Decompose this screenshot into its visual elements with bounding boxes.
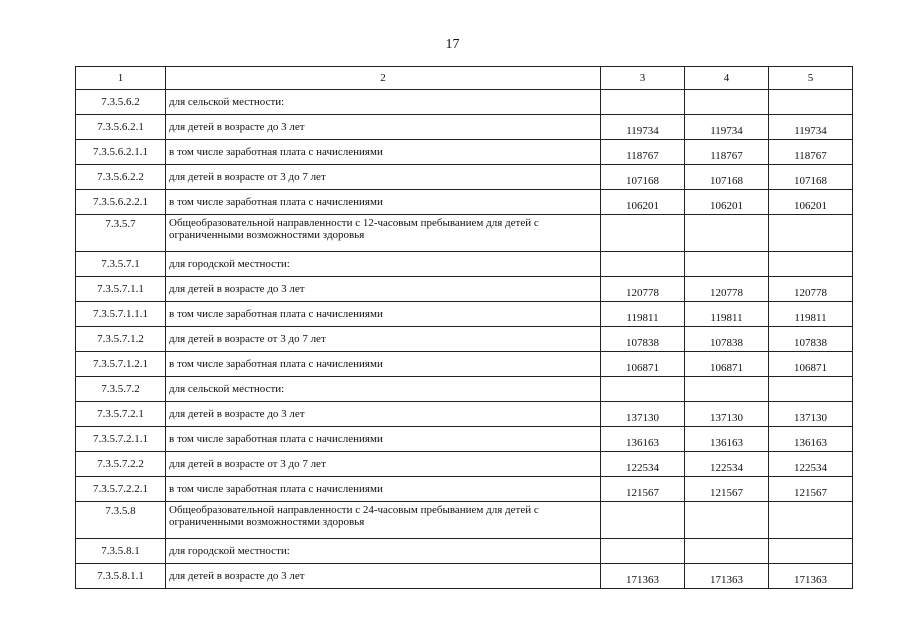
row-value-col4: 122534 bbox=[685, 452, 769, 477]
row-code: 7.3.5.6.2.1 bbox=[76, 115, 166, 140]
row-description: для детей в возрасте до 3 лет bbox=[166, 115, 601, 140]
row-description: в том числе заработная плата с начислениями bbox=[166, 427, 601, 452]
row-description: в том числе заработная плата с начислениями bbox=[166, 352, 601, 377]
row-value-col3 bbox=[601, 90, 685, 115]
row-code: 7.3.5.7.1 bbox=[76, 252, 166, 277]
table-row bbox=[76, 477, 853, 502]
row-value-col4: 171363 bbox=[685, 564, 769, 589]
row-value-col4: 118767 bbox=[685, 140, 769, 165]
row-value-col5 bbox=[769, 539, 853, 564]
row-code: 7.3.5.7.2.1 bbox=[76, 402, 166, 427]
row-description: для детей в возрасте от 3 до 7 лет bbox=[166, 452, 601, 477]
column-header: 2 bbox=[166, 67, 601, 90]
row-value-col5 bbox=[769, 215, 853, 252]
table-row bbox=[76, 252, 853, 277]
row-code: 7.3.5.8.1 bbox=[76, 539, 166, 564]
row-value-col4: 120778 bbox=[685, 277, 769, 302]
row-value-col4: 107168 bbox=[685, 165, 769, 190]
row-value-col4 bbox=[685, 252, 769, 277]
row-value-col4: 119811 bbox=[685, 302, 769, 327]
row-value-col3: 107838 bbox=[601, 327, 685, 352]
row-description: для детей в возрасте до 3 лет bbox=[166, 277, 601, 302]
row-value-col5 bbox=[769, 502, 853, 539]
row-code: 7.3.5.7.2.1.1 bbox=[76, 427, 166, 452]
row-description: для городской местности: bbox=[166, 252, 601, 277]
row-value-col3: 118767 bbox=[601, 140, 685, 165]
row-code: 7.3.5.7.2.2.1 bbox=[76, 477, 166, 502]
table-row bbox=[76, 115, 853, 140]
table-row bbox=[76, 165, 853, 190]
row-value-col4: 106871 bbox=[685, 352, 769, 377]
row-description: в том числе заработная плата с начислениями bbox=[166, 190, 601, 215]
table-row bbox=[76, 427, 853, 452]
row-code: 7.3.5.6.2.2 bbox=[76, 165, 166, 190]
table-row bbox=[76, 352, 853, 377]
row-value-col4: 136163 bbox=[685, 427, 769, 452]
row-value-col3: 107168 bbox=[601, 165, 685, 190]
table-row bbox=[76, 190, 853, 215]
row-value-col4 bbox=[685, 90, 769, 115]
column-header: 5 bbox=[769, 67, 853, 90]
table-row bbox=[76, 327, 853, 352]
row-code: 7.3.5.7 bbox=[76, 215, 166, 252]
column-header: 4 bbox=[685, 67, 769, 90]
row-description: в том числе заработная плата с начислениями bbox=[166, 302, 601, 327]
table-row bbox=[76, 502, 853, 539]
table-row bbox=[76, 90, 853, 115]
row-code: 7.3.5.7.1.2 bbox=[76, 327, 166, 352]
row-code: 7.3.5.8.1.1 bbox=[76, 564, 166, 589]
row-value-col3 bbox=[601, 215, 685, 252]
row-value-col4: 121567 bbox=[685, 477, 769, 502]
row-value-col3 bbox=[601, 252, 685, 277]
table-row bbox=[76, 277, 853, 302]
row-value-col5: 106201 bbox=[769, 190, 853, 215]
row-value-col5 bbox=[769, 377, 853, 402]
table-row bbox=[76, 377, 853, 402]
row-description: в том числе заработная плата с начислениями bbox=[166, 140, 601, 165]
row-value-col4: 106201 bbox=[685, 190, 769, 215]
row-description: для городской местности: bbox=[166, 539, 601, 564]
row-value-col4: 107838 bbox=[685, 327, 769, 352]
header-row bbox=[76, 67, 853, 90]
row-value-col4: 119734 bbox=[685, 115, 769, 140]
row-value-col4 bbox=[685, 377, 769, 402]
table-body bbox=[76, 67, 853, 589]
row-value-col3: 106871 bbox=[601, 352, 685, 377]
row-value-col5: 120778 bbox=[769, 277, 853, 302]
row-description: Общеобразовательной направленности с 12-часовым пребыванием для детей с ограниченными возможностями здоровья bbox=[166, 215, 601, 252]
row-code: 7.3.5.8 bbox=[76, 502, 166, 539]
row-value-col3: 171363 bbox=[601, 564, 685, 589]
row-code: 7.3.5.7.1.1.1 bbox=[76, 302, 166, 327]
row-value-col5 bbox=[769, 252, 853, 277]
row-value-col3: 136163 bbox=[601, 427, 685, 452]
row-description: для детей в возрасте от 3 до 7 лет bbox=[166, 165, 601, 190]
row-value-col3: 120778 bbox=[601, 277, 685, 302]
row-description: для сельской местности: bbox=[166, 90, 601, 115]
row-description: Общеобразовательной направленности с 24-часовым пребыванием для детей с ограниченными возможностями здоровья bbox=[166, 502, 601, 539]
row-description: для детей в возрасте от 3 до 7 лет bbox=[166, 327, 601, 352]
row-code: 7.3.5.7.2 bbox=[76, 377, 166, 402]
row-value-col5: 106871 bbox=[769, 352, 853, 377]
row-description: для сельской местности: bbox=[166, 377, 601, 402]
row-code: 7.3.5.7.1.2.1 bbox=[76, 352, 166, 377]
row-description: в том числе заработная плата с начислениями bbox=[166, 477, 601, 502]
row-code: 7.3.5.7.1.1 bbox=[76, 277, 166, 302]
data-table bbox=[75, 66, 853, 589]
row-code: 7.3.5.6.2.2.1 bbox=[76, 190, 166, 215]
table-row bbox=[76, 452, 853, 477]
row-value-col5: 107838 bbox=[769, 327, 853, 352]
row-value-col4 bbox=[685, 539, 769, 564]
table-row bbox=[76, 564, 853, 589]
row-value-col4 bbox=[685, 502, 769, 539]
row-value-col3 bbox=[601, 539, 685, 564]
row-value-col3 bbox=[601, 377, 685, 402]
row-description: для детей в возрасте до 3 лет bbox=[166, 564, 601, 589]
row-code: 7.3.5.6.2.1.1 bbox=[76, 140, 166, 165]
table-row bbox=[76, 302, 853, 327]
row-value-col3: 122534 bbox=[601, 452, 685, 477]
row-value-col4: 137130 bbox=[685, 402, 769, 427]
row-value-col5: 171363 bbox=[769, 564, 853, 589]
row-description: для детей в возрасте до 3 лет bbox=[166, 402, 601, 427]
page-number: 17 bbox=[445, 37, 460, 52]
row-value-col5: 119734 bbox=[769, 115, 853, 140]
row-value-col5: 122534 bbox=[769, 452, 853, 477]
row-value-col5 bbox=[769, 90, 853, 115]
column-header: 3 bbox=[601, 67, 685, 90]
row-value-col3: 119811 bbox=[601, 302, 685, 327]
column-header: 1 bbox=[76, 67, 166, 90]
table-row bbox=[76, 215, 853, 252]
row-value-col5: 136163 bbox=[769, 427, 853, 452]
row-value-col3 bbox=[601, 502, 685, 539]
table-row bbox=[76, 402, 853, 427]
row-value-col3: 106201 bbox=[601, 190, 685, 215]
row-value-col3: 137130 bbox=[601, 402, 685, 427]
row-value-col4 bbox=[685, 215, 769, 252]
table-row bbox=[76, 539, 853, 564]
row-value-col5: 137130 bbox=[769, 402, 853, 427]
row-value-col5: 107168 bbox=[769, 165, 853, 190]
row-code: 7.3.5.6.2 bbox=[76, 90, 166, 115]
row-value-col5: 118767 bbox=[769, 140, 853, 165]
row-code: 7.3.5.7.2.2 bbox=[76, 452, 166, 477]
row-value-col3: 119734 bbox=[601, 115, 685, 140]
table-row bbox=[76, 140, 853, 165]
row-value-col5: 119811 bbox=[769, 302, 853, 327]
row-value-col3: 121567 bbox=[601, 477, 685, 502]
row-value-col5: 121567 bbox=[769, 477, 853, 502]
